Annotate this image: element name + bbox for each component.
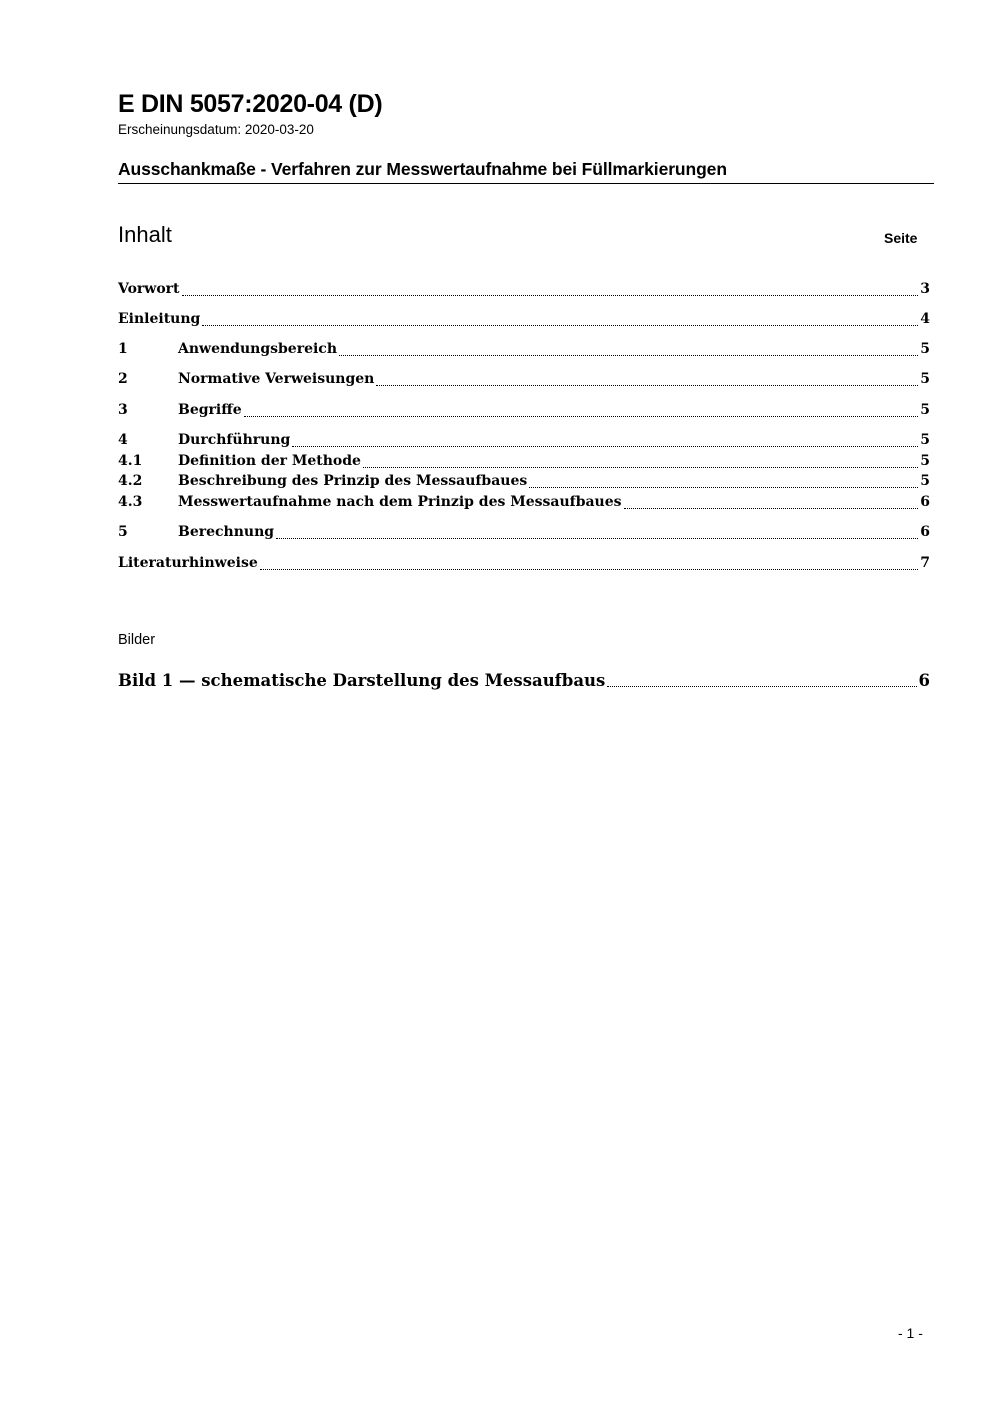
toc-entry[interactable] <box>118 524 930 544</box>
figure-entry-title: Bild 1 — schematische Darstellung des Messaufbaus <box>118 671 606 690</box>
toc-leader-dots <box>182 295 919 296</box>
toc-entry[interactable] <box>118 402 930 422</box>
toc-entry[interactable] <box>118 341 930 361</box>
figure-entry-page: 6 <box>918 671 930 690</box>
toc-entry-number: 5 <box>118 524 128 540</box>
toc-entry-page: 4 <box>920 311 930 327</box>
toc-leader-dots <box>292 446 918 447</box>
toc-entry-title: Begriffe <box>178 402 242 418</box>
toc-leader-dots <box>276 538 918 539</box>
toc-entry-title: Anwendungsbereich <box>178 341 337 357</box>
toc-entry-page: 5 <box>920 341 930 357</box>
toc-entry-title: Normative Verweisungen <box>178 371 375 387</box>
toc-entry-title: Messwertaufnahme nach dem Prinzip des Messaufbaues <box>178 494 622 510</box>
toc-entry[interactable] <box>118 371 930 391</box>
toc-entry-title: Einleitung <box>118 311 201 327</box>
toc-leader-dots <box>202 325 918 326</box>
toc-leader-dots <box>376 385 918 386</box>
figure-entry[interactable] <box>118 671 930 693</box>
toc-entry-number: 3 <box>118 402 128 418</box>
toc-entry-number: 4 <box>118 432 128 448</box>
document-title: E DIN 5057:2020-04 (D) <box>118 90 383 118</box>
toc-leader-dots <box>339 355 918 356</box>
toc-leader-dots <box>607 686 916 687</box>
toc-entry-page: 5 <box>920 371 930 387</box>
toc-entry[interactable] <box>118 453 930 473</box>
toc-entry-number: 4.3 <box>118 494 143 510</box>
toc-entry-page: 6 <box>920 494 930 510</box>
toc-entry-page: 5 <box>920 432 930 448</box>
toc-leader-dots <box>244 416 919 417</box>
toc-entry-title: Berechnung <box>178 524 275 540</box>
toc-page-column-label: Seite <box>884 230 918 246</box>
toc-leader-dots <box>529 487 918 488</box>
toc-entry-number: 4.2 <box>118 473 143 489</box>
toc-leader-dots <box>624 508 919 509</box>
toc-entry[interactable] <box>118 281 930 301</box>
toc-entry[interactable] <box>118 494 930 514</box>
toc-entry-page: 5 <box>920 402 930 418</box>
toc-entry-page: 3 <box>920 281 930 297</box>
toc-entry[interactable] <box>118 432 930 452</box>
toc-entry-title: Vorwort <box>118 281 180 297</box>
publication-date: Erscheinungsdatum: 2020-03-20 <box>118 122 314 137</box>
toc-entry-number: 2 <box>118 371 128 387</box>
page-number: - 1 - <box>898 1325 923 1341</box>
toc-entry-page: 5 <box>920 473 930 489</box>
toc-entry-title: Beschreibung des Prinzip des Messaufbaues <box>178 473 528 489</box>
toc-entry-page: 7 <box>920 555 930 571</box>
toc-entry-page: 6 <box>920 524 930 540</box>
subtitle-divider <box>118 183 934 184</box>
toc-entry[interactable] <box>118 555 930 575</box>
toc-entry-number: 1 <box>118 341 128 357</box>
toc-heading: Inhalt <box>118 222 172 247</box>
figures-heading: Bilder <box>118 632 156 648</box>
toc-leader-dots <box>363 467 918 468</box>
toc-entry-page: 5 <box>920 453 930 469</box>
toc-entry-title: Durchführung <box>178 432 291 448</box>
toc-entry-title: Definition der Methode <box>178 453 361 469</box>
toc-entry[interactable] <box>118 473 930 493</box>
toc-entry-title: Literaturhinweise <box>118 555 258 571</box>
document-subtitle: Ausschankmaße - Verfahren zur Messwertaufnahme bei Füllmarkierungen <box>118 159 727 179</box>
toc-entry[interactable] <box>118 311 930 331</box>
toc-leader-dots <box>260 569 919 570</box>
toc-entry-number: 4.1 <box>118 453 143 469</box>
